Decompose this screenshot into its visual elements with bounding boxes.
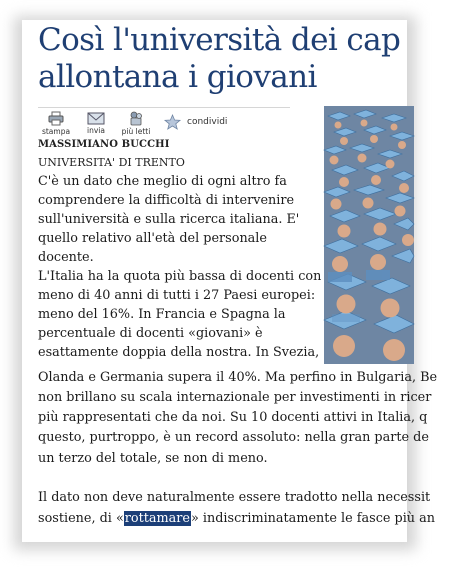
body-line-last: [38, 509, 435, 529]
article-headline: [38, 22, 400, 96]
body-line: un terzo del totale, se non di meno.: [38, 451, 268, 466]
print-label: stampa: [41, 127, 71, 136]
article-page: [22, 20, 438, 542]
send-button[interactable]: [78, 111, 114, 135]
envelope-icon: [87, 111, 105, 125]
last-line-after: » indiscriminatamente le fasce più an: [190, 511, 435, 526]
printer-icon: [48, 111, 64, 126]
most-read-button[interactable]: [118, 111, 154, 136]
most-read-label: più letti: [121, 127, 151, 136]
body-line: questo, purtroppo, è un record assoluto: nella gran parte de: [38, 430, 429, 445]
body-line: Il dato non deve naturalmente essere tradotto nella necessit: [38, 490, 431, 505]
last-line-before: sostiene, di «: [38, 511, 124, 526]
most-read-icon: [128, 111, 144, 126]
body-line: meno del 16%. In Francia e Spagna la: [38, 307, 286, 322]
body-line: non brillano su scala internazionale per investimenti in ricer: [38, 390, 432, 405]
body-line: comprendere la difficoltà di intervenire: [38, 193, 295, 208]
star-icon: [164, 114, 181, 130]
author-name: MASSIMIANO BUCCHI: [38, 139, 170, 150]
body-line: quello relativo all'età del personale: [38, 231, 267, 246]
print-button[interactable]: [38, 111, 74, 136]
body-line: meno di 40 anni di tutti i 27 Paesi europei:: [38, 288, 316, 303]
body-line: percentuale di docenti «giovani» è: [38, 326, 263, 341]
body-line: più rappresentati che da noi. Su 10 docenti attivi in Italia, q: [38, 410, 428, 425]
article-toolbar: [38, 107, 290, 138]
headline-line-1: Così l'università dei cap: [38, 22, 401, 58]
author-affiliation: UNIVERSITA' DI TRENTO: [38, 156, 185, 169]
body-line: sull'università e sulla ricerca italiana. E': [38, 212, 300, 227]
highlighted-word[interactable]: rottamare: [124, 511, 190, 526]
send-label: invia: [87, 126, 105, 135]
body-line: esattamente doppia della nostra. In Svezia,: [38, 345, 320, 360]
body-line: C'è un dato che meglio di ogni altro fa: [38, 174, 287, 189]
body-line: Olanda e Germania supera il 40%. Ma perfino in Bulgaria, Be: [38, 370, 438, 385]
share-button[interactable]: [164, 112, 227, 132]
graduates-caps-image: [324, 106, 414, 364]
graduates-photo: [324, 106, 414, 364]
body-line: L'Italia ha la quota più bassa di docenti con: [38, 269, 322, 284]
share-label: condividi: [187, 117, 228, 127]
headline-line-2: allontana i giovani: [38, 59, 317, 95]
body-line: docente.: [38, 250, 94, 265]
